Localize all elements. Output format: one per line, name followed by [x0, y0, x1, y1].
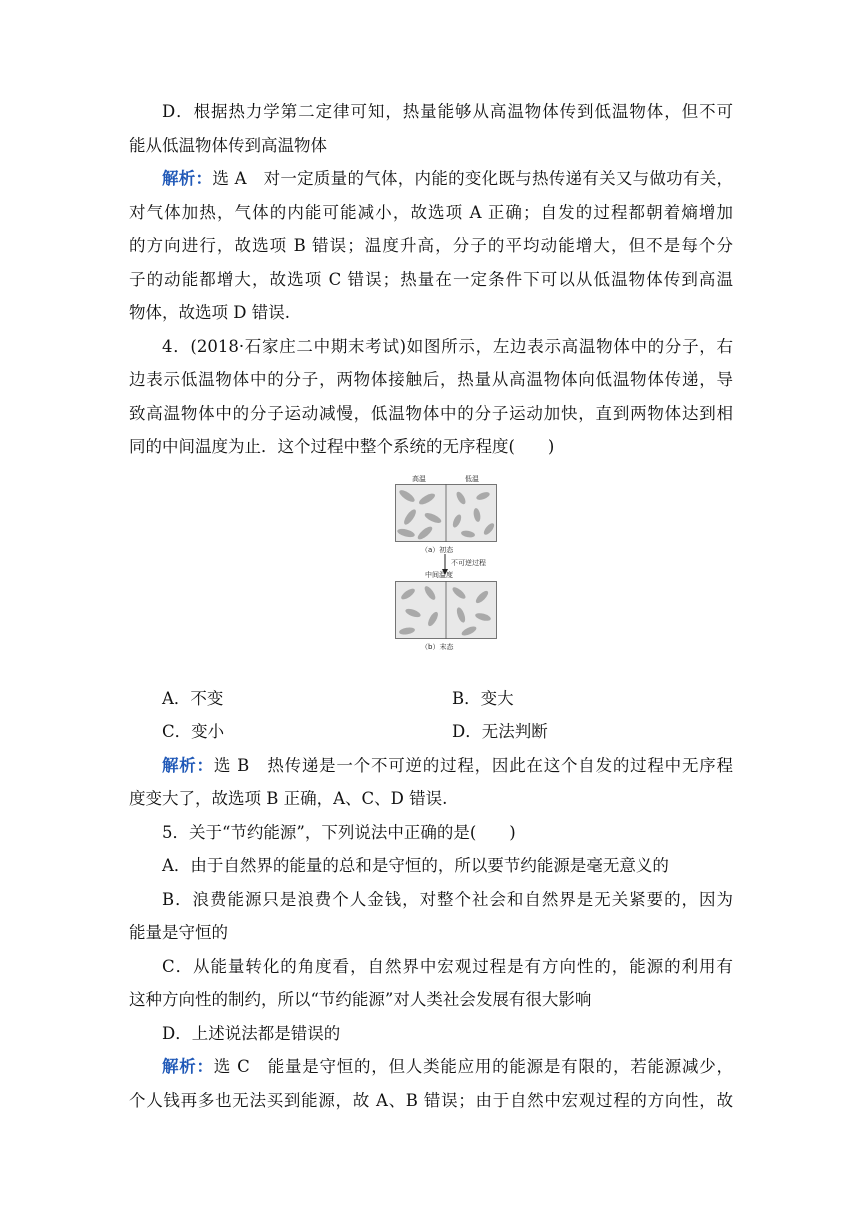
q4-analysis-line1: 解析：选 B 热传递是一个不可逆的过程，因此在这个自发的过程中无序程	[162, 755, 734, 775]
q5-option-b-line2: 能量是守恒的	[129, 923, 228, 942]
q3-analysis-line2: 对气体加热，气体的内能可能减小，故选项 A 正确；自发的过程都朝着熵增加	[129, 202, 733, 222]
label-middle-temp: 中间温度	[425, 570, 453, 579]
q4-option-a: A．不变	[162, 688, 224, 708]
q5-option-c-line1: C．从能量转化的角度看，自然界中宏观过程是有方向性的，能源的利用有	[162, 956, 733, 976]
q4-option-c: C．变小	[162, 722, 225, 741]
final-state-box	[395, 581, 497, 639]
q5-stem: 5．关于“节约能源”，下列说法中正确的是( )	[162, 822, 516, 842]
q3-analysis-line5: 物体，故选项 D 错误.	[129, 303, 290, 322]
q4-option-d: D．无法判断	[452, 722, 548, 741]
q5-option-d: D．上述说法都是错误的	[162, 1023, 341, 1043]
analysis-label: 解析：	[162, 1057, 214, 1076]
q5-option-b-line1: B．浪费能源只是浪费个人金钱，对整个社会和自然界是无关紧要的，因为	[162, 889, 733, 909]
q3-analysis-line1: 解析：选 A 对一定质量的气体，内能的变化既与热传递有关又与做功有关，	[162, 169, 733, 188]
caption-initial-state: （a）初态	[421, 545, 454, 554]
q4-option-b: B．变大	[452, 688, 514, 708]
q3-analysis-line4: 子的动能都增大，故选项 C 错误；热量在一定条件下可以从低温物体传到高温	[129, 269, 733, 289]
q5-option-c-line2: 这种方向性的制约，所以“节约能源”对人类社会发展有很大影响	[129, 990, 592, 1009]
caption-final-state: （b）末态	[421, 642, 454, 651]
molecule-diagram	[395, 474, 505, 674]
document-page	[129, 95, 733, 1117]
initial-state-box	[395, 484, 497, 542]
q3-option-d-line2: 能从低温物体传到高温物体	[129, 135, 327, 155]
label-high-temp: 高温	[412, 474, 426, 483]
q4-options-row2	[129, 715, 733, 749]
q4-stem-line4: 同的中间温度为止．这个过程中整个系统的无序程度( )	[129, 437, 555, 456]
q5-analysis-line2: 个人钱再多也无法买到能源，故 A、B 错误；由于自然中宏观过程的方向性，故	[129, 1090, 733, 1110]
question-source: 石家庄二中期末考试	[244, 336, 400, 356]
q4-stem-line3: 致高温物体中的分子运动减慢，低温物体中的分子运动加快，直到两物体达到相	[129, 403, 733, 423]
analysis-label: 解析：	[162, 755, 214, 775]
q5-analysis-line1: 解析：选 C 能量是守恒的，但人类能应用的能源是有限的，若能源减少，	[162, 1057, 734, 1076]
analysis-label: 解析：	[162, 169, 213, 188]
label-irreversible-process: 不可逆过程	[451, 558, 486, 567]
q3-option-d-line1: D．根据热力学第二定律可知，热量能够从高温物体传到低温物体，但不可	[162, 102, 733, 121]
q4-stem-line2: 边表示低温物体中的分子，两物体接触后，热量从高温物体向低温物体传递，导	[129, 370, 733, 389]
q4-analysis-line2: 度变大了，故选项 B 正确，A、C、D 错误.	[129, 789, 448, 808]
q5-option-a: A．由于自然界的能量的总和是守恒的，所以要节约能源是毫无意义的	[162, 856, 669, 875]
q4-options-row1	[129, 682, 733, 716]
label-low-temp: 低温	[465, 474, 479, 483]
q3-analysis-line3: 的方向进行，故选项 B 错误；温度升高，分子的平均动能增大，但不是每个分	[129, 236, 733, 255]
q4-stem-line1: 4．(2018·石家庄二中期末考试)如图所示，左边表示高温物体中的分子，右	[162, 336, 734, 356]
